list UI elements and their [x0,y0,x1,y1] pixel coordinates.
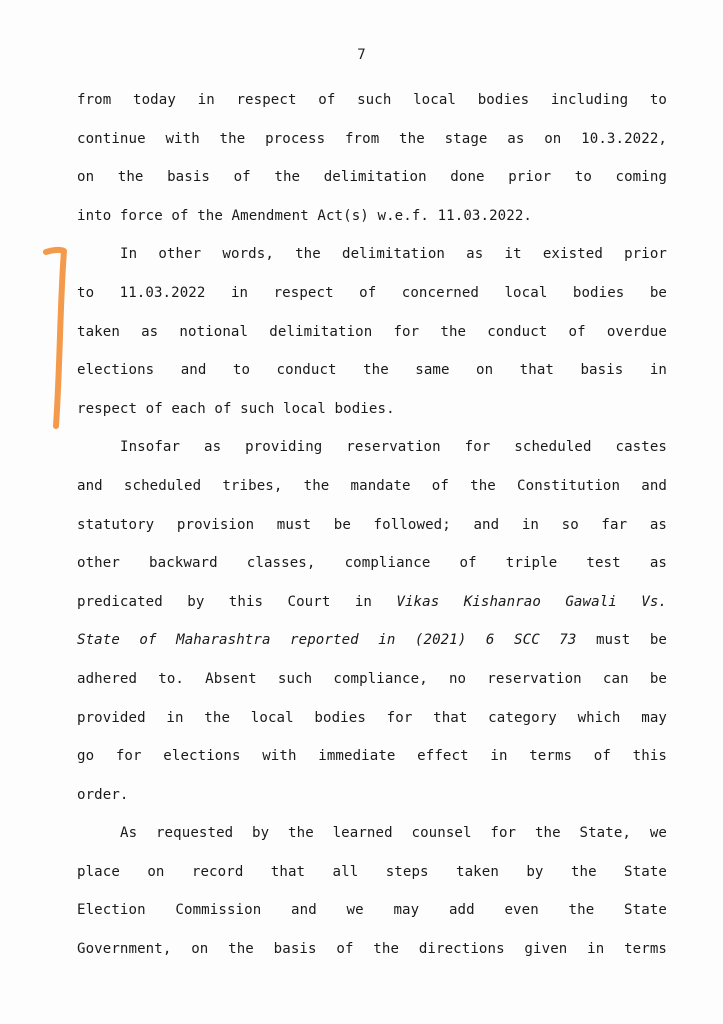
highlighter-margin-mark [40,246,70,432]
text-line: adhered to. Absent such compliance, no reservation can be [77,670,667,687]
case-citation: State of Maharashtra reported in (2021) 6 SCC 73 [77,632,577,649]
text-line: continue with the process from the stage as on 10.3.2022, [77,130,667,147]
text-line: provided in the local bodies for that category which may [77,709,667,726]
text-line: place on record that all steps taken by the State [77,863,667,880]
text-line: In other words, the delimitation as it existed prior [120,246,667,263]
text-line: taken as notional delimitation for the conduct of overdue [77,323,667,340]
text-line: respect of each of such local bodies. [77,400,395,417]
text-line: order. [77,786,129,803]
page-number: 7 [357,47,366,63]
text-line: from today in respect of such local bodies including to [77,92,667,108]
text-line: Insofar as providing reservation for scheduled castes [120,439,667,456]
text-line: into force of the Amendment Act(s) w.e.f. 11.03.2022. [77,207,533,224]
text-line: As requested by the learned counsel for the State, we [120,825,667,842]
text-line-mixed [77,583,667,622]
paragraph-4 [77,814,667,968]
text-line: and scheduled tribes, the mandate of the Constitution and [77,477,667,494]
text-run: predicated by this Court in [77,593,397,610]
text-line: to 11.03.2022 in respect of concerned local bodies be [77,284,667,301]
text-line: go for elections with immediate effect in terms of this [77,748,667,765]
text-line: statutory provision must be followed; and in so far as [77,516,667,533]
text-line: Election Commission and we may add even the State [77,902,667,919]
paragraph-2 [77,235,667,428]
text-line: other backward classes, compliance of triple test as [77,555,667,572]
text-line: Government, on the basis of the directions given in terms [77,941,667,958]
case-citation: Vikas Kishanrao Gawali Vs. [396,593,668,610]
paragraph-1 [77,81,667,235]
text-line: on the basis of the delimitation done prior to coming [77,169,667,186]
body-text [77,81,667,969]
paragraph-3 [77,428,667,814]
text-line-mixed [77,621,667,660]
text-run: must be [576,632,667,649]
text-line: elections and to conduct the same on that basis in [77,362,667,379]
